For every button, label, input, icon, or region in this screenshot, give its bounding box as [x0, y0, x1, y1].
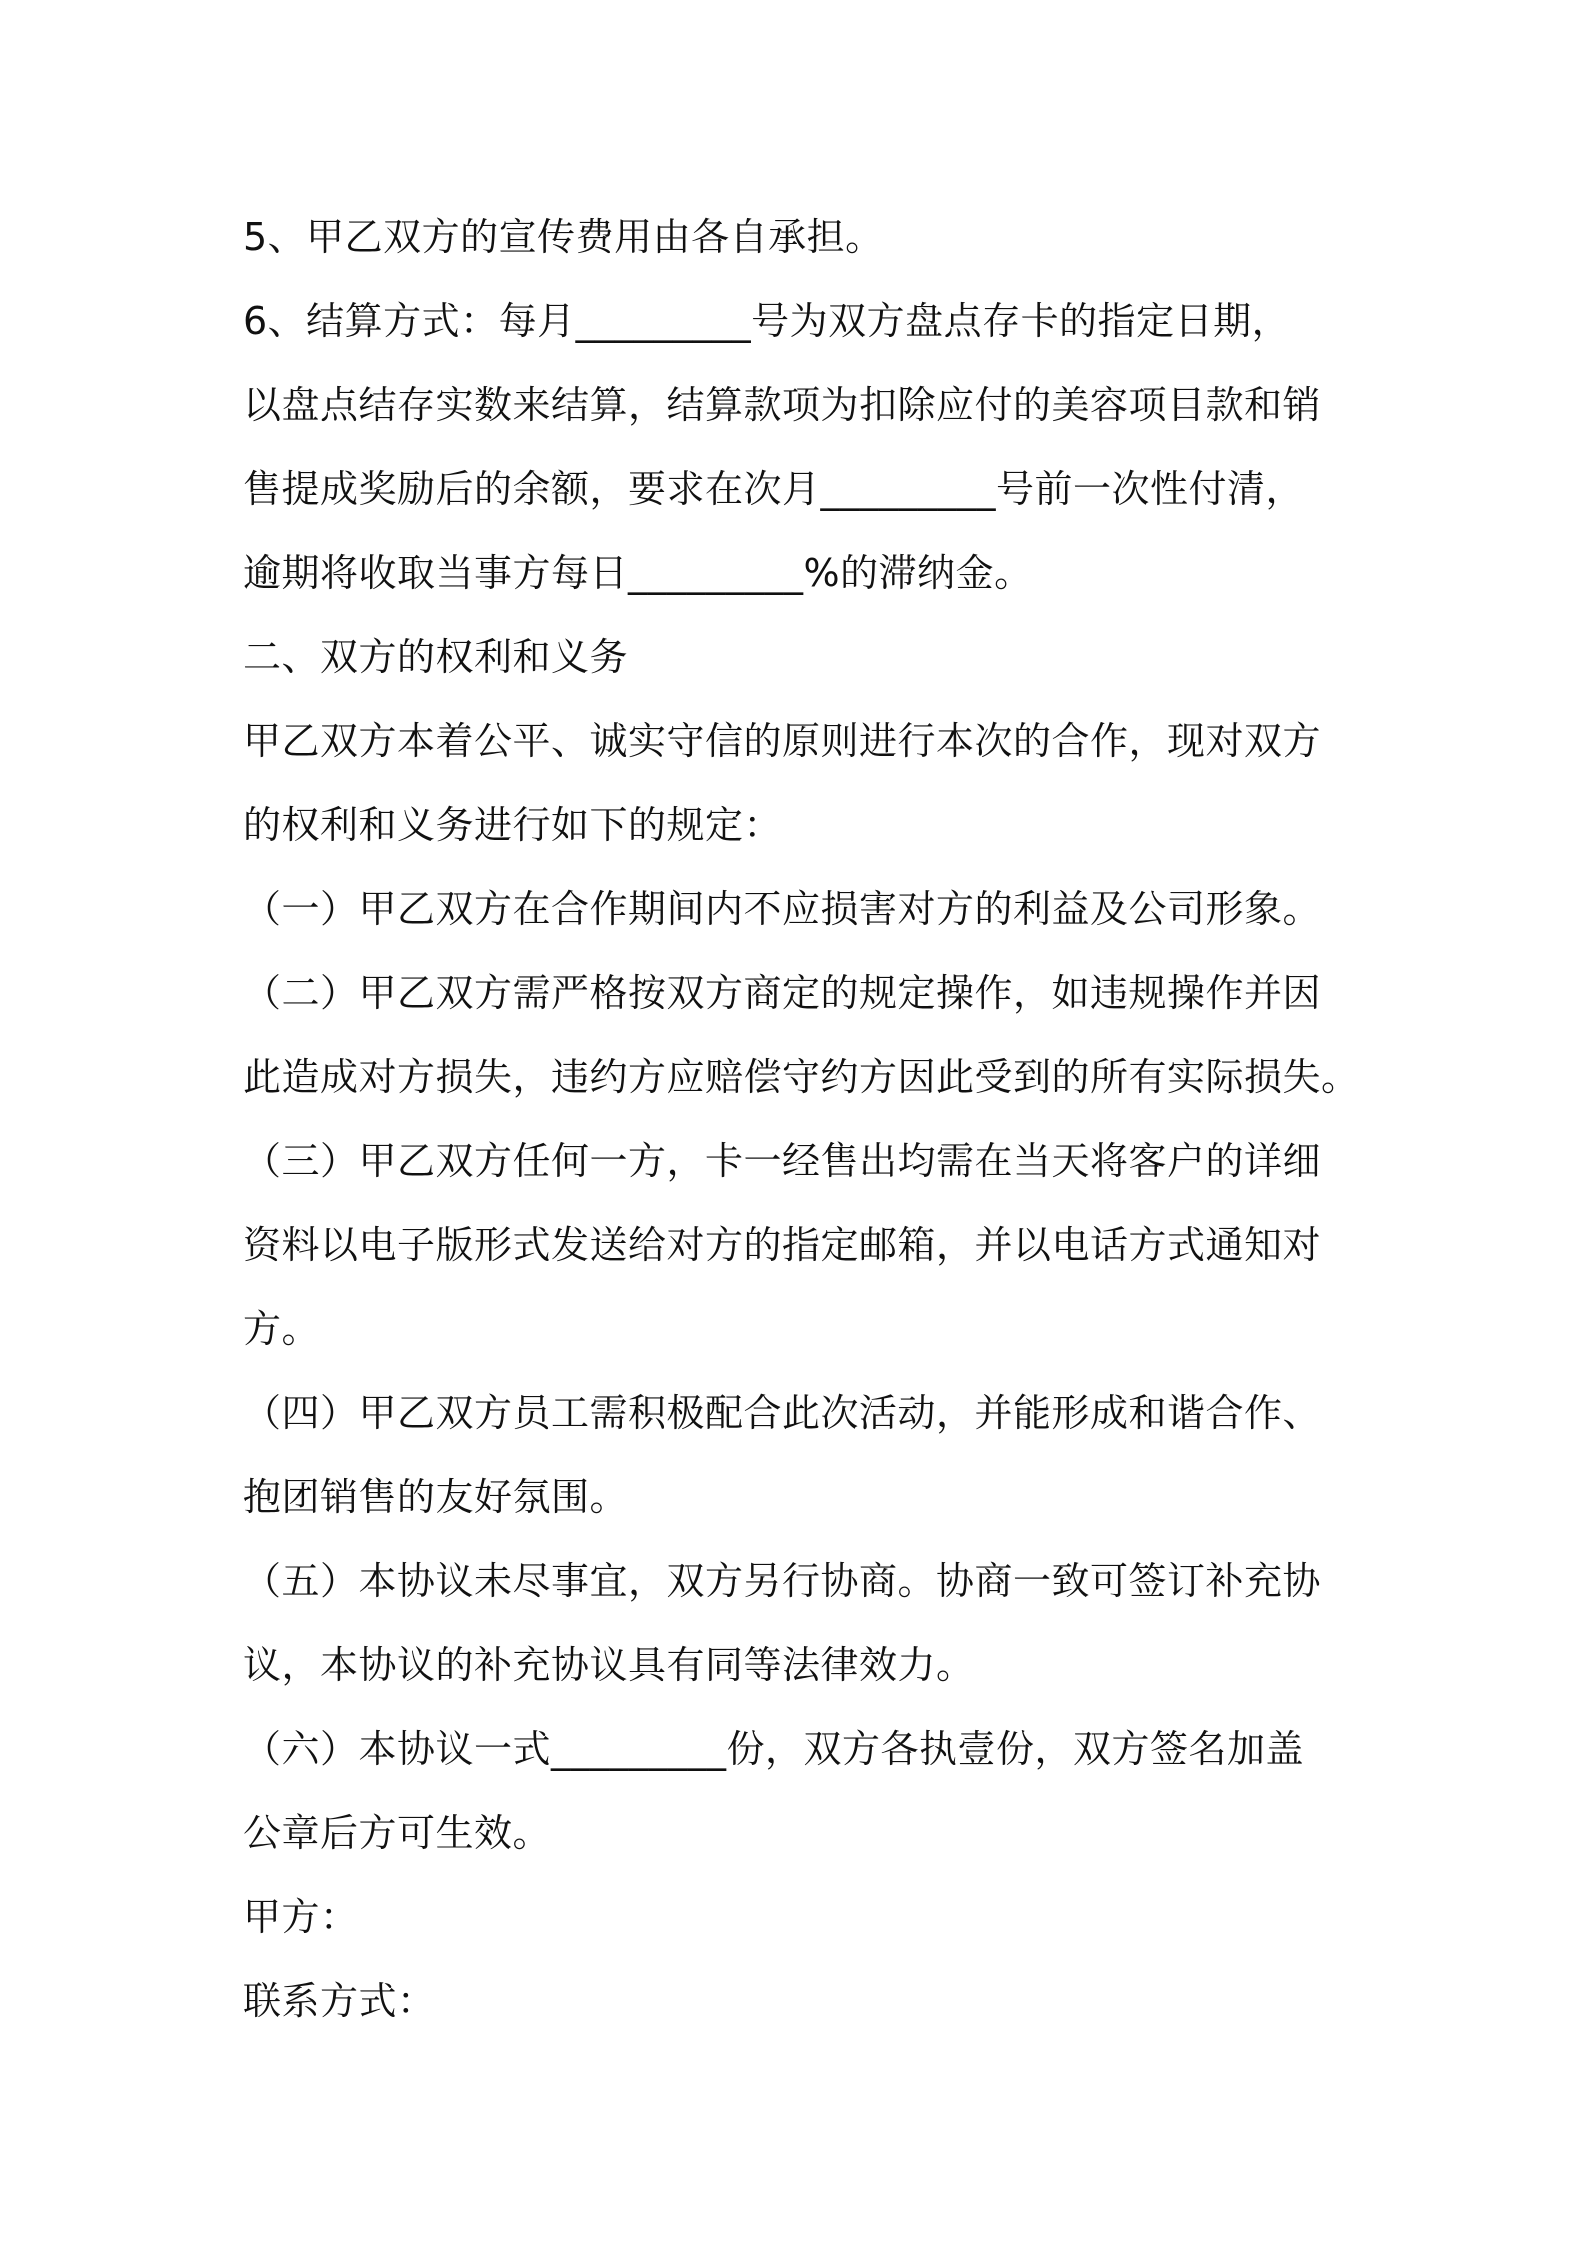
item-6-line-1: （六）本协议一式_________份，双方各执壹份，双方签名加盖	[243, 1727, 1305, 1771]
section-2-heading: 二、双方的权利和义务	[243, 635, 629, 679]
item-2-line-2: 此造成对方损失，违约方应赔偿守约方因此受到的所有实际损失。	[243, 1055, 1360, 1099]
section-2-intro-line-2: 的权利和义务进行如下的规定：	[243, 803, 783, 847]
item-4-line-1: （四）甲乙双方员工需积极配合此次活动，并能形成和谐合作、	[243, 1391, 1322, 1435]
clause-6-line-2: 以盘点结存实数来结算，结算款项为扣除应付的美容项目款和销	[243, 383, 1322, 427]
clause-6-line-4: 逾期将收取当事方每日_________%的滞纳金。	[243, 551, 1033, 595]
clause-6-line-3: 售提成奖励后的余额，要求在次月_________号前一次性付清，	[243, 467, 1305, 511]
section-2-intro-line-1: 甲乙双方本着公平、诚实守信的原则进行本次的合作，现对双方	[243, 719, 1322, 763]
item-3-line-3: 方。	[243, 1307, 321, 1351]
clause-5-line: 5、甲乙双方的宣传费用由各自承担。	[243, 215, 884, 259]
party-a-label: 甲方：	[243, 1895, 359, 1939]
document-body	[243, 195, 1363, 2043]
contact-label: 联系方式：	[243, 1979, 436, 2023]
item-2-line-1: （二）甲乙双方需严格按双方商定的规定操作，如违规操作并因	[243, 971, 1322, 1015]
item-3-line-1: （三）甲乙双方任何一方，卡一经售出均需在当天将客户的详细	[243, 1139, 1322, 1183]
item-1-line-1: （一）甲乙双方在合作期间内不应损害对方的利益及公司形象。	[243, 887, 1322, 931]
item-4-line-2: 抱团销售的友好氛围。	[243, 1475, 629, 1519]
item-5-line-1: （五）本协议未尽事宜，双方另行协商。协商一致可签订补充协	[243, 1559, 1322, 1603]
clause-6-line-1: 6、结算方式：每月_________号为双方盘点存卡的指定日期，	[243, 299, 1291, 343]
item-5-line-2: 议，本协议的补充协议具有同等法律效力。	[243, 1643, 975, 1687]
item-3-line-2: 资料以电子版形式发送给对方的指定邮箱，并以电话方式通知对	[243, 1223, 1322, 1267]
item-6-line-2: 公章后方可生效。	[243, 1811, 552, 1855]
